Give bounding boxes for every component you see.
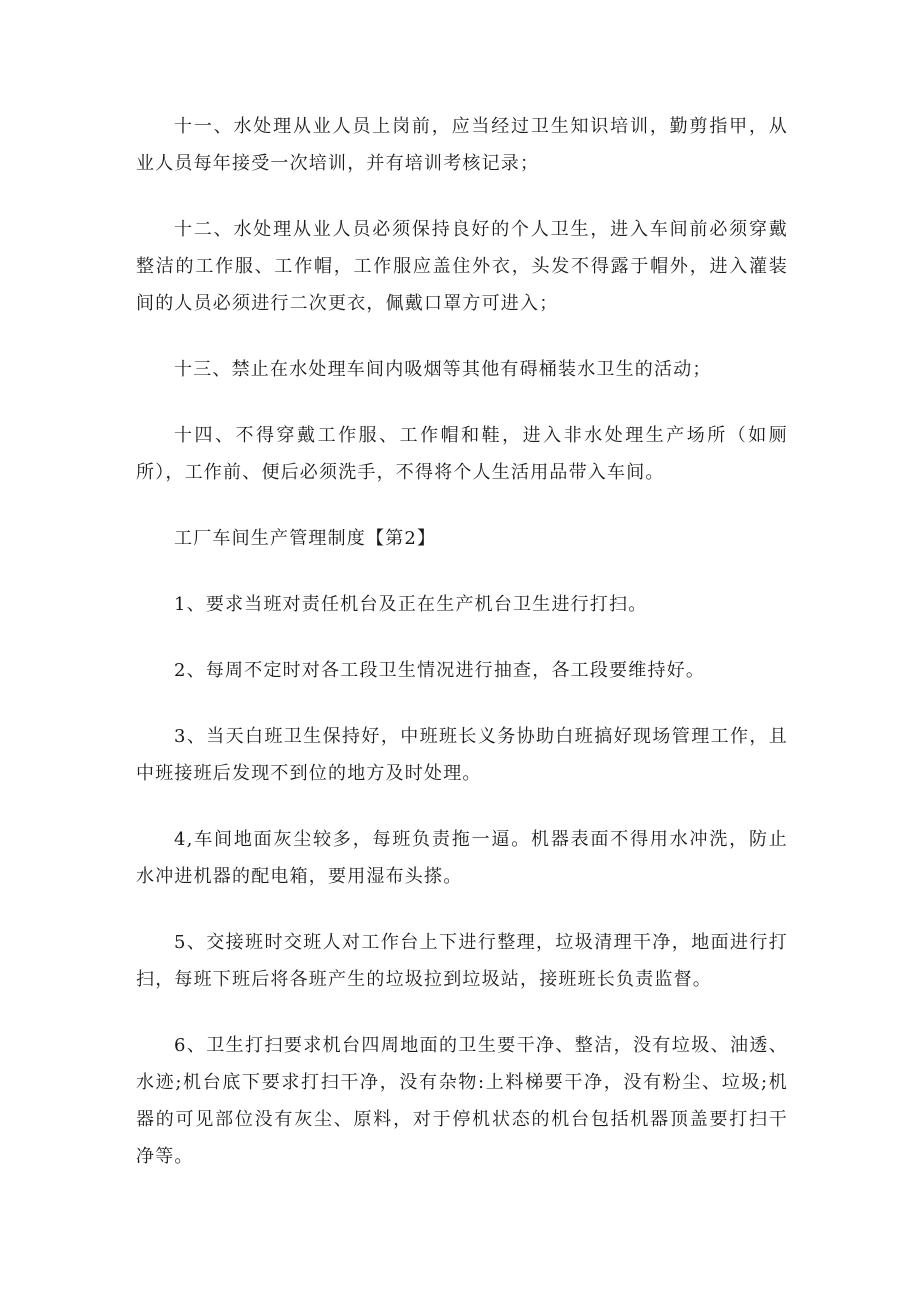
document-body: [136, 108, 788, 1204]
paragraph-item-4: 4,车间地面灰尘较多，每班负责拖一逼。机器表面不得用水冲洗，防止水冲进机器的配电箱，要用湿布头搽。: [136, 829, 788, 887]
paragraph-item-2: 2、每周不定时对各工段卫生情况进行抽查，各工段要维持好。: [174, 660, 706, 681]
paragraph-rule-14: 十四、不得穿戴工作服、工作帽和鞋，进入非水处理生产场所（如厕所），工作前、便后必须洗手，不得将个人生活用品带入车间。: [136, 425, 788, 483]
paragraph-item-3: 3、当天白班卫生保持好，中班班长义务协助白班搞好现场管理工作，且中班接班后发现不到位的地方及时处理。: [136, 726, 788, 784]
paragraph-rule-11: 十一、水处理从业人员上岗前，应当经过卫生知识培训，勤剪指甲，从业人员每年接受一次培训，并有培训考核记录；: [136, 116, 788, 174]
paragraph-item-1: 1、要求当班对责任机台及正在生产机台卫生进行打扫。: [174, 594, 648, 615]
paragraph-rule-12: 十二、水处理从业人员必须保持良好的个人卫生，进入车间前必须穿戴整洁的工作服、工作帽，工作服应盖住外衣，头发不得露于帽外，进入灌装间的人员必须进行二次更衣，佩戴口罩方可进入；: [136, 219, 788, 314]
paragraph-item-6: 6、卫生打扫要求机台四周地面的卫生要干净、整洁，没有垃圾、油透、水迹;机台底下要求打扫干净，没有杂物:上料梯要干净，没有粉尘、垃圾;机器的可见部位没有灰尘、原料，对于停机状态的机台包括机器顶盖要打扫干净等。: [136, 1035, 788, 1167]
paragraph-rule-13: 十三、禁止在水处理车间内吸烟等其他有碍桶装水卫生的活动；: [174, 359, 712, 380]
section-heading: 工厂车间生产管理制度【第2】: [174, 528, 437, 549]
paragraph-item-5: 5、交接班时交班人对工作台上下进行整理，垃圾清理干净，地面进行打扫，每班下班后将各班产生的垃圾拉到垃圾站，接班班长负责监督。: [136, 932, 788, 990]
